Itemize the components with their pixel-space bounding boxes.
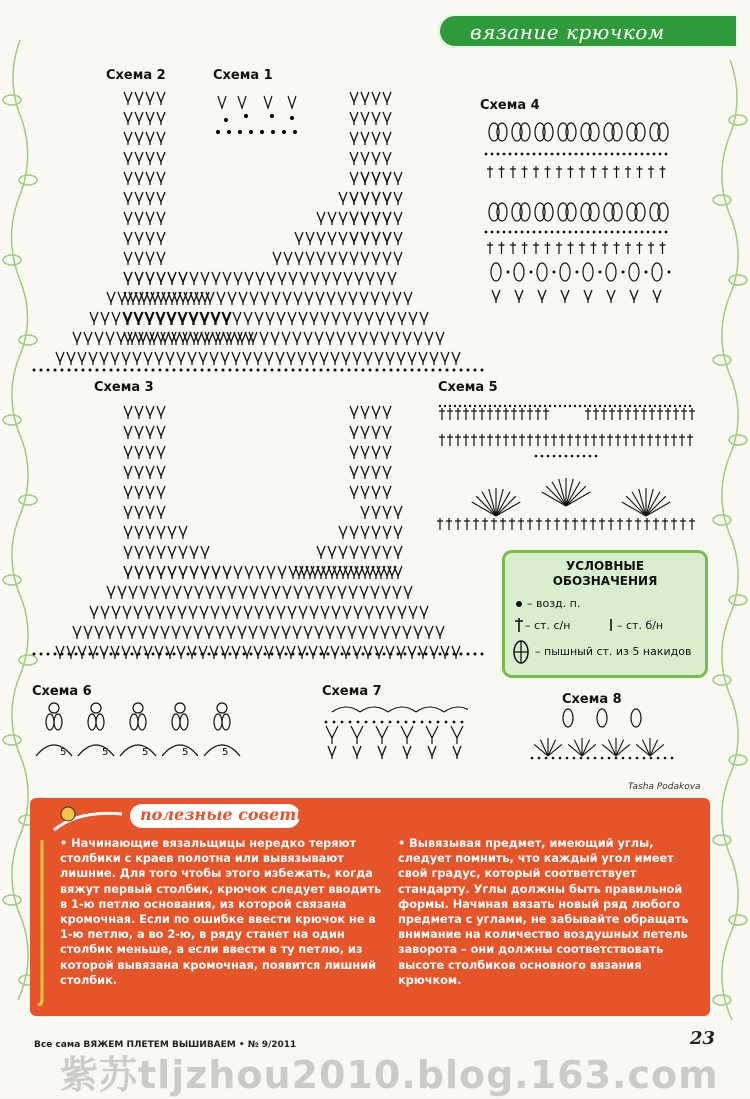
legend-dc: – ст. с/н <box>525 619 571 632</box>
scheme-6-number: 5 <box>182 747 189 758</box>
scheme-2-diagram <box>28 82 488 372</box>
scheme-4-label: Схема 4 <box>480 98 540 113</box>
scheme-3-label: Схема 3 <box>94 380 154 395</box>
chain-symbol-icon <box>513 597 527 611</box>
tips-left-column: • Начинающие вязальщицы нередко теряют столбики с краев полотна или вывязывают лишние. Для того чтобы этого избежать, когда вяжут первый столбик, крючок следует вводить в 1-ю петлю основания, из которой связана кромочная. Если по ошибке ввести крючок не в 1-ю петлю, а во 2-ю, в ряду станет на один столбик меньше, а если ввести в ту петлю, из которой вывязана кромочная, появится лишний столбик. <box>60 837 382 987</box>
scheme-5-diagram <box>436 396 696 546</box>
tips-right-column: • Вывязывая предмет, имеющий углы, следует помнить, что каждый угол имеет свой градус, который соответствует стандарту. Углы должны быть правильной формы. Начиная вязать новый ряд любого предмета с углами, не забывайте обращать внимание на количество воздушных петель заворота – они должны соответствовать высоте столбиков основного вязания крючком. <box>398 837 689 987</box>
section-title: вязание крючком <box>470 20 665 44</box>
scheme-6-number: 5 <box>142 747 149 758</box>
legend-title: УСЛОВНЫЕ ОБОЗНАЧЕНИЯ <box>552 559 658 588</box>
scheme-4-diagram <box>482 114 672 314</box>
scheme-6-label: Схема 6 <box>32 684 92 699</box>
scheme-6-diagram <box>30 700 270 770</box>
single-crochet-symbol-icon <box>607 617 615 633</box>
puff-stitch-symbol-icon <box>511 639 531 667</box>
scheme-5-label: Схема 5 <box>438 380 498 395</box>
tips-panel <box>30 798 710 1016</box>
scheme-2-label: Схема 2 <box>106 68 166 83</box>
crochet-hook-side-icon <box>36 838 48 1008</box>
scheme-7-label: Схема 7 <box>322 684 382 699</box>
magazine-footer: Все сама ВЯЖЕМ ПЛЕТЕМ ВЫШИВАЕМ • № 9/2011 <box>34 1040 297 1050</box>
legend-box <box>502 550 708 678</box>
legend-chain: – возд. п. <box>527 597 581 610</box>
scheme-6-number: 5 <box>102 747 109 758</box>
legend-sc: – ст. б/н <box>617 619 664 632</box>
leaf-border-right <box>710 0 750 1098</box>
watermark: 紫苏tljzhou2010.blog.163.com <box>60 1053 719 1097</box>
scheme-1-label: Схема 1 <box>213 68 273 83</box>
scheme-8-diagram <box>528 706 678 766</box>
legend-puff: – пышный ст. из 5 накидов <box>535 645 692 658</box>
scheme-3-diagram <box>28 396 488 676</box>
scheme-7-diagram <box>318 700 468 770</box>
page-number: 23 <box>690 1028 716 1049</box>
photo-credit: Tasha Podakova <box>628 782 701 792</box>
scheme-8-label: Схема 8 <box>562 692 622 707</box>
scheme-6-number: 5 <box>60 747 67 758</box>
tips-title: полезные советы <box>140 805 313 824</box>
double-crochet-symbol-icon <box>513 617 525 633</box>
crochet-hook-icon <box>48 800 128 840</box>
scheme-6-number: 5 <box>222 747 229 758</box>
